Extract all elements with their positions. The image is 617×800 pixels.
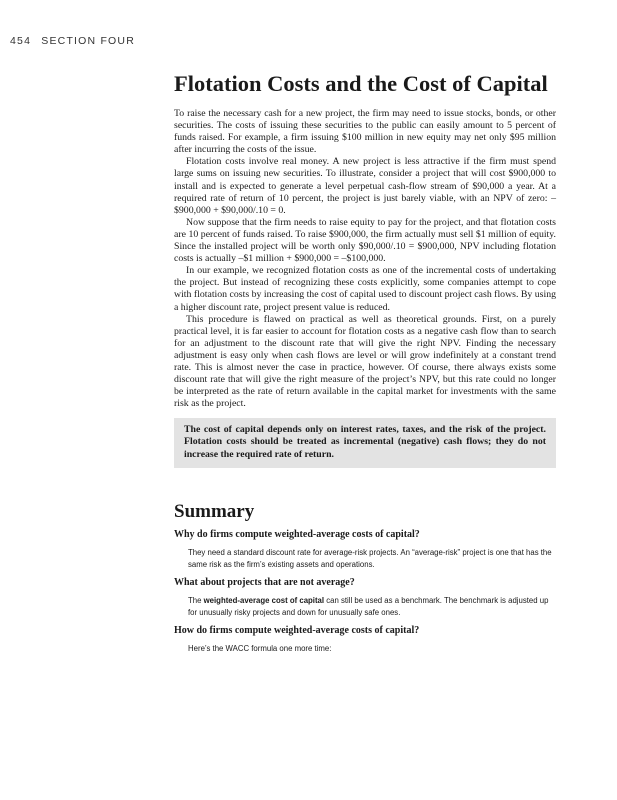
answer-text: The <box>188 595 204 605</box>
summary-answer <box>188 595 556 620</box>
key-point-box <box>174 418 556 467</box>
summary-answer: Here’s the WACC formula one more time: <box>188 643 332 653</box>
summary-heading: Summary <box>174 500 255 522</box>
key-point-text: The cost of capital depends only on interest rates, taxes, and the risk of the project. Flotation costs should be treated as incremental (negative) cash flows; they do not increase the required rate of return. <box>184 424 546 460</box>
running-header <box>10 35 135 47</box>
main-content <box>174 70 556 660</box>
body-text <box>174 108 556 410</box>
paragraph: Flotation costs involve real money. A new project is less attractive if the firm must spend large sums on issuing new securities. To illustrate, consider a project that will cost $900,000 to install and is expected to generate a level perpetual cash-flow stream of $90,000 a year. At a required rate of return of 10 percent, the project is just barely viable, with an NPV of zero: –$900,000 + $90,000/.10 = 0. <box>174 156 556 216</box>
paragraph: To raise the necessary cash for a new project, the firm may need to issue stocks, bonds, or other securities. The costs of issuing these securities to the public can easily amount to 5 percent of funds raised. For example, a firm issuing $100 million in new equity may net only $95 million after incurring the costs of the issue. <box>174 108 556 156</box>
key-term: weighted-average cost of capital <box>203 595 325 605</box>
section-title: Flotation Costs and the Cost of Capital <box>174 71 548 96</box>
summary-question: What about projects that are not average? <box>174 576 355 588</box>
paragraph: Now suppose that the firm needs to raise equity to pay for the project, and that flotation costs are 10 percent of funds raised. To raise $900,000, the firm actually must sell $1 million of equity. Since the installed project will be worth only $90,000/.10 = $900,000, NPV including flotation costs is actually –$1 million + $900,000 = –$100,000. <box>174 216 556 265</box>
answer-text: can still be used as a benchmark. The benchmark is adjusted up for unusually risky projects and down for unusually safe ones. <box>188 595 549 618</box>
summary-question: Why do firms compute weighted-average costs of capital? <box>174 528 420 540</box>
page-number: 454 <box>10 35 32 47</box>
paragraph: This procedure is flawed on practical as well as theoretical grounds. First, on a purely practical level, it is far easier to account for flotation costs as a negative cash flow than to search for an adjustment to the discount rate that will give the right NPV. Finding the necessary adjustment is easy only when cash flows are level or will grow indefinitely at a constant trend rate. This is almost never the case in practice, however. Of course, there always exists some discount rate that will give the right measure of the project’s NPV, but this rate could no longer be interpreted as the rate of return available in the capital market for investments with the same risk as the project. <box>174 313 556 410</box>
summary-answer: They need a standard discount rate for average-risk projects. An “average-risk” project is one that has the same risk as the firm’s existing assets and operations. <box>188 547 552 570</box>
section-label: SECTION FOUR <box>41 35 135 47</box>
summary-question: How do firms compute weighted-average costs of capital? <box>174 624 420 636</box>
paragraph: In our example, we recognized flotation costs as one of the incremental costs of undertaking the project. But instead of recognizing these costs explicitly, some companies attempt to cope with flotation costs by increasing the cost of capital used to discount project cash flows. By using a higher discount rate, project present value is reduced. <box>174 265 556 313</box>
